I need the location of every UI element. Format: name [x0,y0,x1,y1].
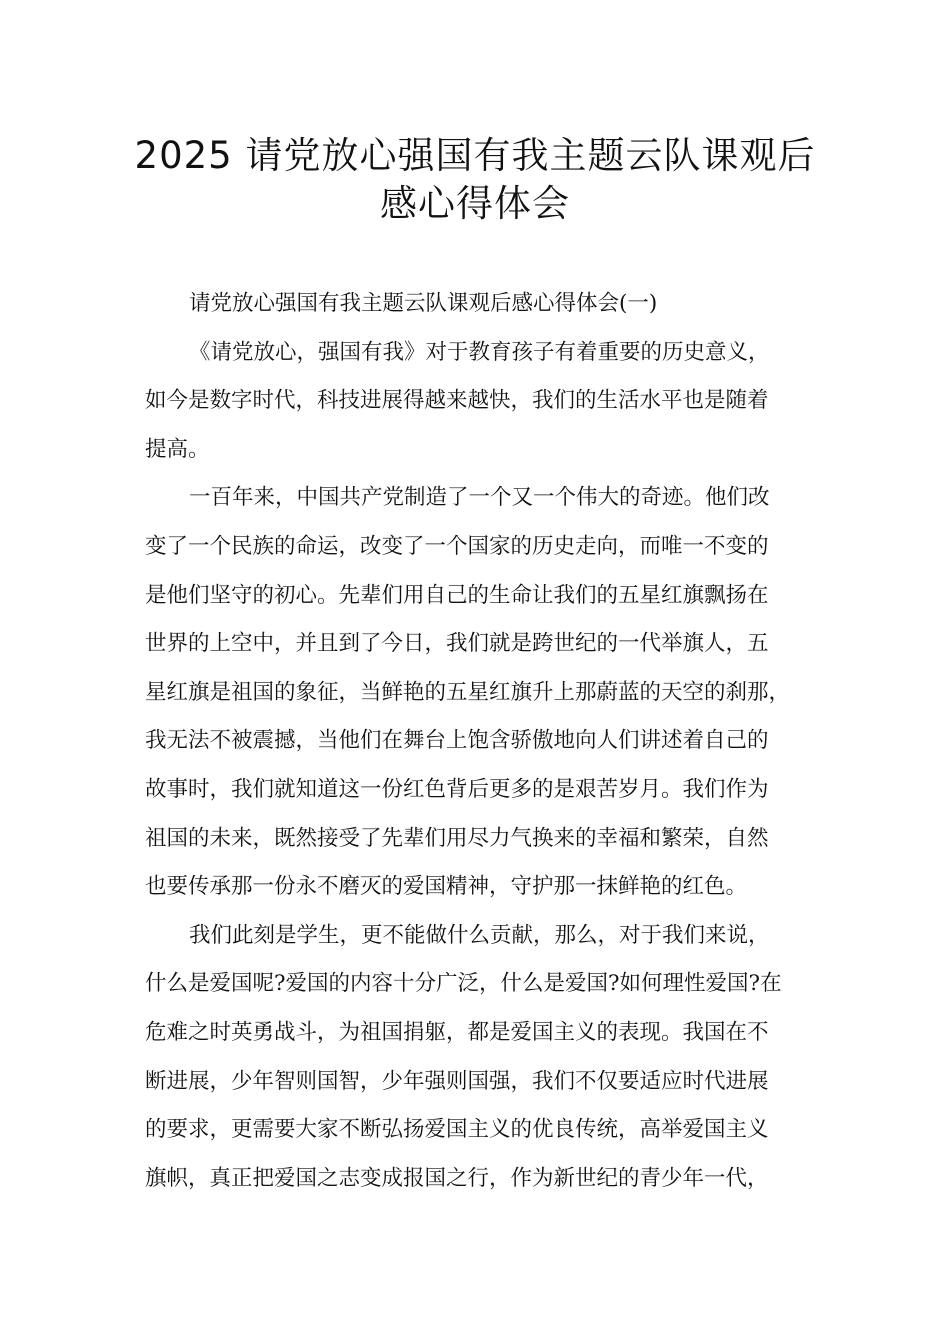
paragraph-line: 断进展，少年智则国智，少年强则国强，我们不仅要适应时代进展 [145,1068,769,1094]
paragraph-line: 祖国的未来，既然接受了先辈们用尽力气换来的幸福和繁荣，自然 [145,825,769,851]
paragraph-line: 我无法不被震撼，当他们在舞台上饱含骄傲地向人们讲述着自己的 [145,728,769,754]
paragraph-line: 提高。 [145,436,210,462]
section-heading: 请党放心强国有我主题云队课观后感心得体会(一) [189,291,658,316]
paragraph-line: 的要求，更需要大家不断弘扬爱国主义的优良传统，高举爱国主义 [145,1117,769,1143]
document-body [145,280,825,1203]
paragraph-line: 旗帜，真正把爱国之志变成报国之行，作为新世纪的青少年一代， [145,1165,769,1191]
paragraph-line: 《请党放心，强国有我》对于教育孩子有着重要的历史意义， [189,339,770,365]
paragraph-line: 故事时，我们就知道这一份红色背后更多的是艰苦岁月。我们作为 [145,776,769,802]
paragraph-line: 如今是数字时代，科技进展得越来越快，我们的生活水平也是随着 [145,388,769,414]
paragraph-line: 什么是爱国呢?爱国的内容十分广泛，什么是爱国?如何理性爱国?在 [145,971,782,997]
paragraph-line: 是他们坚守的初心。先辈们用自己的生命让我们的五星红旗飘扬在 [145,582,769,608]
paragraph-line: 危难之时英勇战斗，为祖国捐躯，都是爱国主义的表现。我国在不 [145,1019,769,1045]
paragraph-line: 变了一个民族的命运，改变了一个国家的历史走向，而唯一不变的 [145,533,769,559]
document-title-line-2: 感心得体会 [380,182,570,225]
paragraph-line: 世界的上空中，并且到了今日，我们就是跨世纪的一代举旗人，五 [145,631,769,657]
paragraph-line: 星红旗是祖国的象征，当鲜艳的五星红旗升上那蔚蓝的天空的刹那， [145,679,791,705]
paragraph-line: 一百年来，中国共产党制造了一个又一个伟大的奇迹。他们改 [189,485,770,511]
paragraph-line: 也要传承那一份永不磨灭的爱国精神，守护那一抹鲜艳的红色。 [145,874,748,900]
paragraph-line: 我们此刻是学生，更不能做什么贡献，那么，对于我们来说， [189,922,770,948]
document-title-line-1: 2025 请党放心强国有我主题云队课观后 [134,134,816,177]
